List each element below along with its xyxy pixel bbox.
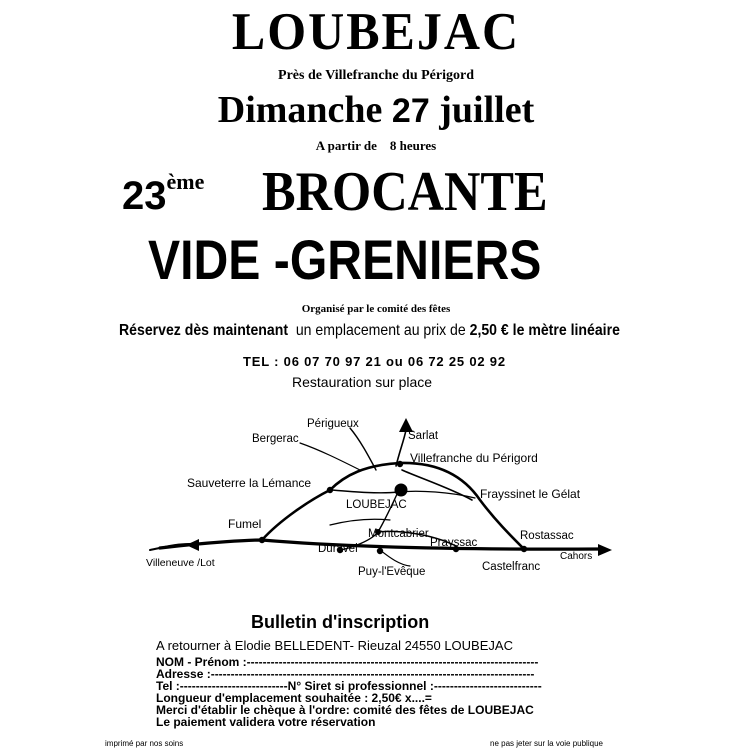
reserve-call: Réservez dès maintenant: [119, 322, 289, 339]
label-prayssac: Prayssac: [430, 537, 478, 549]
label-villeneuve: Villeneuve /Lot: [146, 557, 215, 569]
field-address[interactable]: Adresse :---------------------------------------------------------------------------------: [156, 667, 535, 681]
arrow-cahors: [598, 544, 612, 556]
reserve-price: 2,50 €: [469, 322, 509, 339]
date-day: Dimanche: [217, 89, 383, 131]
edition-suffix: ème: [166, 168, 205, 194]
road-montcabrier-cross: [330, 519, 390, 525]
road-sauveterre-villefranche: [330, 463, 400, 490]
label-duravel: Duravel: [318, 543, 358, 555]
marker-fumel: [259, 537, 265, 543]
cheque-note: Merci d'établir le chèque à l'ordre: comité des fêtes de LOUBEJAC: [156, 703, 534, 717]
organizer-note: Organisé par le comité des fêtes: [301, 303, 451, 315]
bulletin-return-address: A retourner à Elodie BELLEDENT- Rieuzal 24550 LOUBEJAC: [156, 638, 513, 653]
reserve-text: un emplacement au prix de: [295, 322, 466, 339]
label-fumel: Fumel: [228, 517, 262, 531]
event-title-brocante: BROCANTE: [262, 161, 548, 223]
label-cahors: Cahors: [560, 551, 593, 562]
label-castelfranc: Castelfranc: [482, 561, 541, 573]
date-month: juillet: [439, 89, 535, 131]
event-title-vide-greniers: VIDE -GRENIERS: [148, 228, 542, 291]
location-subtitle: Près de Villefranche du Périgord: [278, 68, 474, 83]
field-name[interactable]: NOM - Prénom :-------------------------------------------------------------------------: [156, 655, 539, 669]
road-puy: [380, 550, 410, 566]
label-montcabrier: Montcabrier: [368, 528, 429, 540]
bulletin-title: Bulletin d'inscription: [251, 612, 430, 632]
marker-rostassac: [521, 546, 527, 552]
label-bergerac: Bergerac: [252, 433, 299, 445]
village-title: LOUBEJAC: [231, 1, 521, 61]
start-time-value: 8 heures: [389, 138, 437, 153]
label-sauveterre: Sauveterre la Lémance: [187, 476, 312, 490]
marker-sauveterre: [327, 487, 333, 493]
label-sarlat: Sarlat: [408, 430, 439, 442]
footer-printer: imprimé par nos soins: [105, 739, 184, 748]
road-to-sarlat: [396, 430, 406, 466]
marker-puy: [377, 548, 383, 554]
label-frayssinet: Frayssinet le Gélat: [480, 487, 581, 501]
food-note: Restauration sur place: [292, 374, 433, 390]
road-to-perigueux: [350, 428, 376, 470]
road-loubejac-montcabrier: [378, 492, 398, 532]
label-loubejac: LOUBEJAC: [346, 499, 407, 511]
marker-loubejac: [395, 484, 408, 497]
date-number: 27: [391, 92, 430, 130]
label-perigueux: Périgueux: [307, 418, 359, 430]
road-sauveterre-loubejac: [332, 490, 398, 493]
road-fumel-sauveterre: [262, 490, 330, 540]
field-tel-siret[interactable]: Tel :---------------------------N° Siret si professionnel :---------------------------: [156, 679, 542, 693]
label-puy: Puy-l'Evêque: [358, 566, 426, 578]
marker-villefranche: [397, 461, 403, 467]
footer-litter: ne pas jeter sur la voie publique: [490, 739, 603, 748]
road-to-bergerac: [300, 443, 360, 470]
road-loubejac-frayssinet: [398, 491, 475, 498]
reserve-unit: le mètre linéaire: [512, 322, 620, 339]
payment-note: Le paiement validera votre réservation: [156, 715, 376, 729]
phone-numbers: TEL : 06 07 70 97 21 ou 06 72 25 02 92: [243, 354, 506, 369]
edition-number: 23ème: [122, 168, 205, 218]
label-villefranche: Villefranche du Périgord: [410, 451, 538, 465]
start-time-label: A partir de: [315, 138, 377, 153]
label-rostassac: Rostassac: [520, 530, 574, 542]
arrow-villeneuve: [186, 539, 199, 551]
field-length[interactable]: Longueur d'emplacement souhaitée : 2,50€ x....=: [156, 691, 432, 705]
